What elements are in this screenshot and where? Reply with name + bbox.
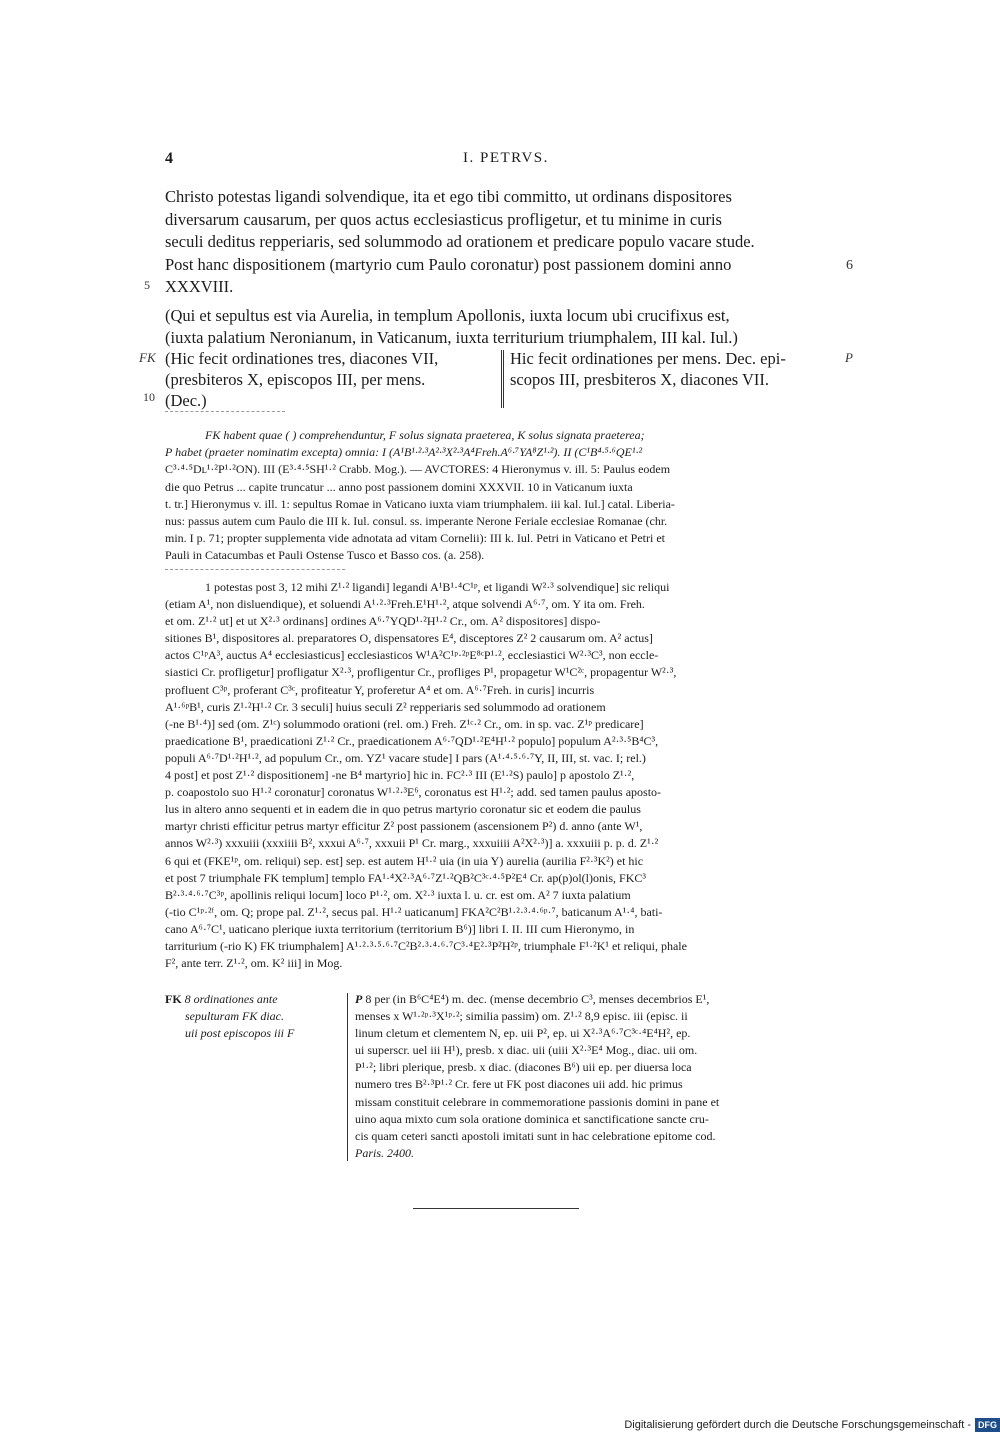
section-divider bbox=[165, 569, 345, 570]
apparatus-line: linum cletum et clementem N, ep. uii P², ep. ui X²·³A⁶·⁷C³ᶜ·⁴E⁴H², ep. bbox=[355, 1026, 691, 1041]
siglum-right: P bbox=[845, 350, 853, 365]
apparatus-siglum: P bbox=[355, 992, 363, 1006]
apparatus-line: uino aqua mixto cum sola oratione dominica et sanctificatione sancte cru- bbox=[355, 1111, 709, 1126]
critical-apparatus bbox=[165, 579, 845, 972]
apparatus-line: (etiam A¹, non disluendique), et soluendi A¹·²·³Freh.E¹H¹·², atque solvendi A⁶·⁷, om. Y ita om. Freh. bbox=[165, 597, 645, 612]
apparatus-line bbox=[355, 991, 845, 1008]
apparatus-line: 1 potestas post 3, 12 mihi Z¹·² ligandi] legandi A¹B¹·⁴C¹ᵖ, et ligandi W²·³ solvendique] sic reliqui bbox=[205, 580, 670, 594]
apparatus-line: uii post episcopos iii F bbox=[185, 1026, 295, 1041]
line-number: 5 bbox=[144, 278, 150, 292]
dfg-logo: DFG bbox=[975, 1418, 1000, 1432]
line-number: 6 bbox=[846, 258, 853, 273]
footer bbox=[624, 1416, 1000, 1434]
text-line: diversarum causarum, per quos actus ecclesiasticus profligetur, et tu minime in curis bbox=[165, 209, 722, 229]
apparatus-text: 8 per (in B⁶C⁴E⁴) m. dec. (mense decembrio C³, menses decembrios E¹, bbox=[365, 992, 710, 1006]
note-line: FK habent quae ( ) comprehenduntur, F solus signata praeterea, K solus signata praeterea; bbox=[205, 428, 645, 442]
running-head: I. PETRVS. bbox=[463, 150, 549, 166]
apparatus-line: numero tres B²·³P¹·² Cr. fere ut FK post diacones uii add. hic primus bbox=[355, 1077, 683, 1092]
apparatus-line: tarriturium (-rio K) FK triumphalem] A¹·²·³·⁵·⁶·⁷C²B²·³·⁴·⁶·⁷C³·⁴E²·³P²H²ᵖ, triumphale F¹·²K¹ et reliqui, phale bbox=[165, 938, 687, 953]
apparatus-line: profluent C³ᵖ, proferant C³ᶜ, profiteatur Y, proferetur A⁴ et om. A⁶·⁷Freh. in curis] incurris bbox=[165, 682, 595, 697]
apparatus-line: 6 qui et (FKE¹ᵖ, om. reliqui) sep. est] sep. est autem H¹·² uia (in uia Y) aurelia (aurilia F²·³K²) et hic bbox=[165, 853, 644, 868]
note-line: C³·⁴·⁵Dʟ¹·²P¹·²ON). III (E³·⁴·⁵SH¹·² Crabb. Mog.). — AVCTORES: 4 Hieronymus v. ill. 5: Paulus eodem bbox=[165, 462, 671, 477]
text-line: (iuxta palatium Neronianum, in Vaticanum, iuxta territurium triumphalem, III kal. Iul.) bbox=[165, 328, 738, 347]
text-line: (Hic fecit ordinationes tres, diacones VII, bbox=[165, 349, 439, 368]
column-left bbox=[165, 348, 499, 411]
apparatus-line: annos W²·³) xxxuiii (xxxiiii B², xxxui A⁶·⁷, xxxuii P¹ Cr. marg., xxxuiiii A²X²·³)] a. xxxuiii p. p. d. Z¹·² bbox=[165, 836, 659, 851]
section-divider bbox=[165, 411, 285, 412]
apparatus-line: ui superscr. uel iii H¹), presb. x diac. uii (uiii X²·³E⁴ Mog., diac. uii om. bbox=[355, 1043, 698, 1058]
text-line: (Dec.) bbox=[165, 391, 207, 410]
text-line: XXXVIII. bbox=[165, 277, 234, 296]
note-line: t. tr.] Hieronymus v. ill. 1: sepultus Romae in Vaticano iuxta viam triumphalem. iii kal. Iul.] catal. Liberia- bbox=[165, 496, 675, 511]
apparatus-line: (-ne B¹·⁴)] sed (om. Z¹ᶜ) solummodo orationi (rel. om.) Freh. Z¹ᶜ·² Cr., om. in sp. vac. Z¹ᵖ predicare] bbox=[165, 716, 644, 731]
apparatus-line: cis quam ceteri sancti apostoli imitati sunt in hac celebratione epitome cod. bbox=[355, 1128, 716, 1143]
text-line: Hic fecit ordinationes per mens. Dec. epi- bbox=[510, 349, 786, 368]
apparatus-line: B²·³·⁴·⁶·⁷C³ᵖ, apollinis reliqui locum] loco P¹·², om. X²·³ iuxta l. u. cr. est om. A² 7 iuxta palatium bbox=[165, 887, 631, 902]
apparatus-line: (-tio C¹ᵖ·²ᶠ, om. Q; prope pal. Z¹·², secus pal. H¹·² uaticanum] FKA²C²B¹·²·³·⁴·⁶ᵖ·⁷, baticanum A¹·⁴, bati- bbox=[165, 904, 663, 919]
apparatus-line: cano A⁶·⁷C¹, uaticano plerique iuxta territorium (territorium B⁶)] libri I. II. III cum Hieronymo, in bbox=[165, 921, 635, 936]
text-line: (presbiteros X, episcopos III, per mens. bbox=[165, 370, 426, 389]
apparatus-line: missam constituit celebrare in commemoratione passionis domini in pane et bbox=[355, 1094, 720, 1109]
apparatus-line: menses x W¹·²ᵖ·³X¹ᵖ·²; similia passim) om. Z¹·² 8,9 episc. iii (episc. ii bbox=[355, 1009, 688, 1024]
note-line: Pauli in Catacumbas et Pauli Ostense Tusco et Basso cos. (a. 258). bbox=[165, 548, 485, 563]
apparatus-divider bbox=[347, 993, 348, 1161]
apparatus-line: P¹·²; libri plerique, presb. x diac. (diacones B⁶) uii ep. per diuersa loca bbox=[355, 1060, 692, 1075]
text-line: (Qui et sepultus est via Aurelia, in templum Apollonis, iuxta locum ubi crucifixus est, bbox=[165, 305, 730, 325]
apparatus-line: siastici Cr. profligetur] profligatur X²·³, profligentur Cr., profliges P¹, propagetur W¹C²ᶜ, propagentur W²·³, bbox=[165, 665, 677, 680]
apparatus-left bbox=[165, 991, 341, 1042]
apparatus-right bbox=[355, 991, 845, 1162]
siglum-left: FK bbox=[139, 350, 156, 365]
main-text bbox=[165, 186, 845, 350]
page-number: 4 bbox=[165, 150, 173, 167]
apparatus-line: Paris. 2400. bbox=[355, 1145, 415, 1160]
note-line: die quo Petrus ... capite truncatur ... anno post passionem domini XXXVII. 10 in Vaticanum iuxta bbox=[165, 479, 633, 494]
sources-note bbox=[165, 427, 845, 565]
text-line: Christo potestas ligandi solvendique, ita et ego tibi committo, ut ordinans dispositores bbox=[165, 187, 732, 206]
apparatus-line bbox=[165, 991, 341, 1008]
apparatus-line: populi A⁶·⁷D¹·²H¹·², ad populum Cr., om. YZ¹ vacare stude] I pars (A¹·⁴·⁵·⁶·⁷Y, II, III, st. vac. I; rel.) bbox=[165, 750, 646, 765]
text-line: Post hanc dispositionem (martyrio cum Paulo coronatur) post passionem domini anno bbox=[165, 254, 732, 274]
column-divider bbox=[501, 350, 504, 408]
note-line: nus: passus autem cum Paulo die III k. Iul. consul. ss. imperante Nerone Feriale ecclesiae Romanae (chr. bbox=[165, 514, 668, 529]
apparatus-line: A¹·⁶ᵖB¹, curis Z¹·²H¹·² Cr. 3 seculi] huius seculi Z² repperiaris sed solummodo ad orationem bbox=[165, 699, 606, 714]
line-number: 10 bbox=[143, 390, 155, 404]
apparatus-line: sitiones B¹, dispositores al. preparatores O, dispensatores E⁴, disceptores Z² 2 causarum om. A² actus] bbox=[165, 631, 653, 646]
apparatus-line: F², ante terr. Z¹·², om. K² iii] in Mog. bbox=[165, 956, 343, 971]
apparatus-line: praedicatione B¹, praedicationi Z¹·² Cr., praedicationem A⁶·⁷QD¹·²E⁴H¹·² populo] populum A²·³·⁵B⁴C³, bbox=[165, 733, 659, 748]
column-right bbox=[510, 348, 840, 390]
footer-text: Digitalisierung gefördert durch die Deutsche Forschungsgemeinschaft - bbox=[624, 1419, 971, 1431]
text-line: scopos III, presbiteros X, diacones VII. bbox=[510, 370, 770, 389]
apparatus-siglum: FK bbox=[165, 992, 182, 1006]
apparatus-line: et post 7 triumphale FK templum] templo FA¹·⁴X²·³A⁶·⁷Z¹·²QB²C³ᶜ·⁴·⁵P²E⁴ Cr. ap(p)ol(l)onis, FKC³ bbox=[165, 870, 646, 885]
apparatus-line: p. coapostolo suo H¹·² coronatur] coronatus W¹·²·³E⁶, coronatus est H¹·²; add. sed tamen paulus aposto- bbox=[165, 785, 662, 800]
end-rule bbox=[413, 1208, 579, 1209]
apparatus-text: 8 ordinationes ante bbox=[184, 992, 278, 1006]
apparatus-line: actos C¹ᵖA³, auctus A⁴ ecclesiasticus] ecclesiasticos W¹A²C¹ᵖ·²ᵖE⁸ᶜP¹·², ecclesiastici W²·³C³, non eccle- bbox=[165, 648, 659, 663]
text-line: seculi deditus repperiaris, sed solummodo ad orationem et predicare populo vacare stude. bbox=[165, 232, 755, 251]
apparatus-line: martyr christi efficitur petrus martyr efficitur Z² post passionem (ascensionem P²) d. anno (ante W¹, bbox=[165, 819, 643, 834]
note-line: P habet (praeter nominatim excepta) omnia: I (A¹B¹·²·³A²·³X²·³A⁴Freh.A⁶·⁷YA⁸Z¹·²). II (C¹B⁴·⁵·⁶QE¹·² bbox=[165, 445, 643, 460]
apparatus-line: lus in altero anno sequenti et in eadem die in quo petrus martyrio coronatur sic et eodem die paulus bbox=[165, 802, 641, 817]
apparatus-line: et om. Z¹·² ut] et ut X²·³ ordinans] ordines A⁶·⁷YQD¹·²H¹·² Cr., om. A² dispositores] dispo- bbox=[165, 614, 601, 629]
apparatus-line: 4 post] et post Z¹·² dispositionem] -ne B⁴ martyrio] hic in. FC²·³ III (E¹·²S) paulo] p apostolo Z¹·², bbox=[165, 768, 635, 783]
apparatus-line: sepulturam FK diac. bbox=[185, 1009, 284, 1024]
note-line: min. I p. 71; propter supplementa vide adnotata ad vitam Cornelii): III k. Iul. Petri in Vaticano et Petri et bbox=[165, 531, 665, 546]
